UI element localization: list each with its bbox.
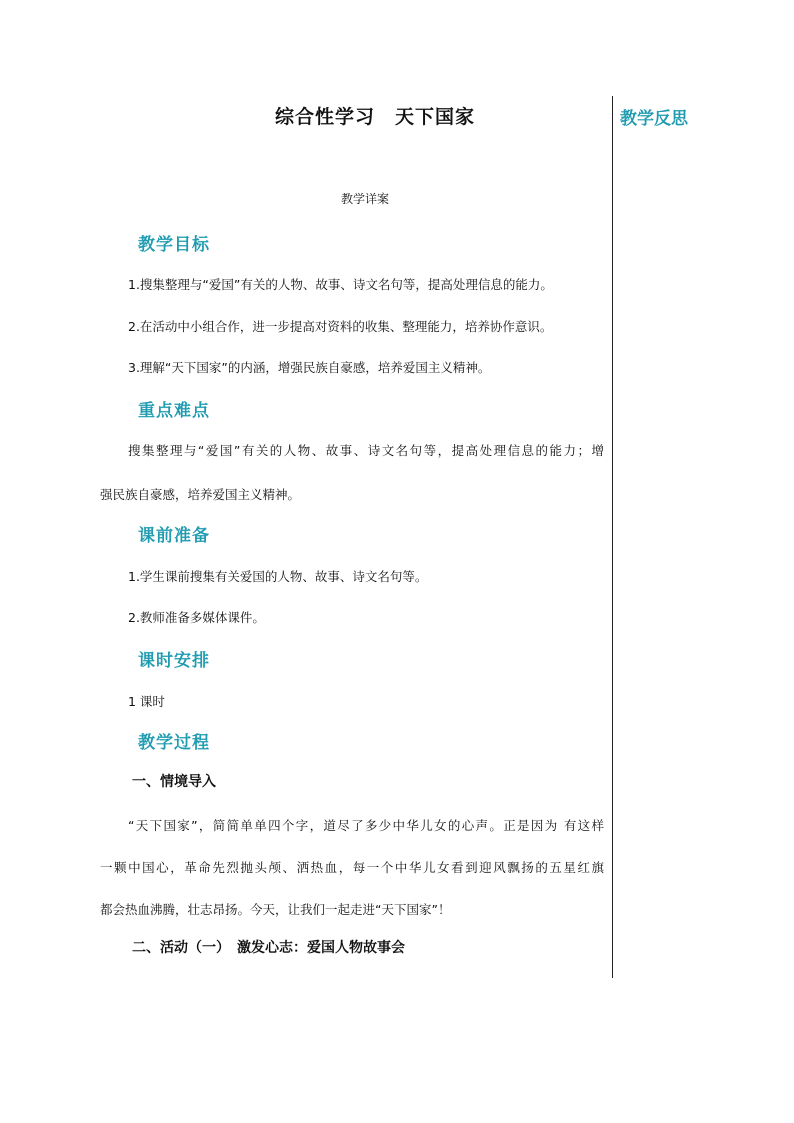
reflection-heading: 教学反思 xyxy=(620,109,688,129)
preparation-item-1: 1.学生课前搜集有关爱国的人物、故事、诗文名句等。 xyxy=(128,569,428,584)
objective-item-1: 1.搜集整理与“爱国”有关的人物、故事、诗文名句等，提高处理信息的能力。 xyxy=(128,277,553,292)
process-part1-line-3: 都会热血沸腾，壮志昂扬。今天，让我们一起走进“天下国家”！ xyxy=(100,902,451,917)
schedule-heading: 课时安排 xyxy=(138,651,210,671)
column-divider xyxy=(612,96,613,978)
preparation-heading: 课前准备 xyxy=(138,526,210,546)
key-points-line-1: 搜集整理与“爱国”有关的人物、故事、诗文名句等，提高处理信息的能力；增 xyxy=(128,443,604,458)
document-subtitle: 教学详案 xyxy=(340,192,389,206)
process-heading: 教学过程 xyxy=(138,733,210,753)
key-points-line-2: 强民族自豪感，培养爱国主义精神。 xyxy=(100,487,301,502)
objective-item-3: 3.理解“天下国家”的内涵，增强民族自豪感，培养爱国主义精神。 xyxy=(128,360,491,375)
process-part1-line-2: 一颗中国心，革命先烈抛头颅、洒热血，每一个中华儿女看到迎风飘扬的五星红旗 xyxy=(100,860,604,875)
document-title: 综合性学习 天下国家 xyxy=(274,106,475,128)
objective-item-2: 2.在活动中小组合作，进一步提高对资料的收集、整理能力，培养协作意识。 xyxy=(128,319,553,334)
objectives-heading: 教学目标 xyxy=(138,235,210,255)
preparation-item-2: 2.教师准备多媒体课件。 xyxy=(128,610,265,625)
process-part1-title: 一、情境导入 xyxy=(132,774,216,790)
process-part2-title: 二、活动（一） 激发心志：爱国人物故事会 xyxy=(132,940,405,956)
process-part1-line-1: “天下国家”，简简单单四个字，道尽了多少中华儿女的心声。正是因为 有这样 xyxy=(128,818,604,833)
schedule-text: 1 课时 xyxy=(128,694,165,709)
key-points-heading: 重点难点 xyxy=(138,401,210,421)
